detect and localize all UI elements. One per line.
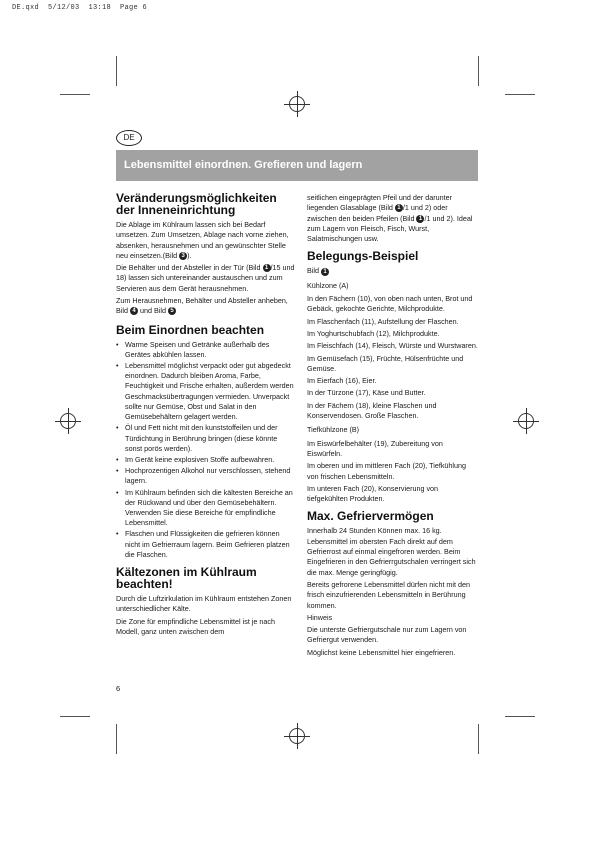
paragraph: Im unteren Fach (20), Konservierung von tiefgekühlten Produkten.	[307, 483, 439, 504]
heading-einordnen: Beim Einordnen beachten	[116, 322, 265, 337]
paragraph: In den Fächern (10), von oben nach unten, Brot und Gebäck, gekochte Gerichte, Milchprodukte.	[307, 294, 473, 314]
paragraph	[116, 220, 296, 261]
figure-ref-icon: 1	[263, 264, 271, 272]
crop-mark	[60, 716, 90, 717]
list-item: • Öl und Fett nicht mit den kunststoffeilen und der Türdichtung in Berührung bringen (diese könnte sonst porös werden).	[116, 423, 296, 454]
section-banner	[116, 150, 478, 181]
text: /1 und 2) oder zwischen den beiden Pfeilen (Bild	[307, 203, 448, 223]
list-item: • Lebensmittel möglichst verpackt oder gut abgedeckt einordnen. Dadurch bleiben Aroma, Farbe, Feuchtigkeit und Frische erhalten, außerdem werden Geschmacksübertragungen vermieden. Unverpackt sollte nur Gemüse, Obst und Salat in den Gemüsebehältern gelagert werden.	[116, 361, 296, 422]
text: ).	[187, 250, 192, 260]
figure-ref-icon: 5	[168, 307, 176, 315]
text: und Bild	[140, 306, 166, 316]
paragraph: Im Flaschenfach (11), Aufstellung der Flaschen.	[307, 316, 459, 326]
language-badge: DE	[116, 130, 142, 146]
figure-ref-icon: 4	[130, 307, 138, 315]
figure-ref-icon: 1	[395, 204, 403, 212]
print-slug: DE.qxd 5/12/03 13:18 Page 6	[12, 4, 148, 12]
text: seitlichen eingeprägten Pfeil und der darunter liegenden Glasablage (Bild	[307, 193, 453, 213]
registration-mark	[518, 413, 534, 429]
registration-mark	[289, 728, 305, 744]
paragraph	[307, 193, 479, 244]
paragraph: Im Eierfach (16), Eier.	[307, 376, 377, 386]
bullet-list	[116, 340, 296, 560]
text: Zum Herausnehmen, Behälter und Absteller anheben, Bild	[116, 296, 288, 316]
list-item: • Hochprozentigen Alkohol nur verschlossen, stehend lagern.	[116, 466, 296, 486]
heading-gefriervermoegen: Max. Gefriervermögen	[307, 509, 434, 524]
paragraph: Im Fleischfach (14), Fleisch, Würste und Wurstwaren.	[307, 341, 478, 351]
text: Die Behälter und der Absteller in der Tür (Bild	[116, 263, 261, 273]
list-item: • Im Kühlraum befinden sich die kältesten Bereiche an der Rückwand und über den Gemüsebehältern. Verwenden Sie diese Bereiche für empfindliche Lebensmittel.	[116, 488, 296, 529]
heading-inneneinrichtung: Veränderungsmöglichkeiten der Inneneinrichtung	[116, 191, 277, 217]
text: /1 und 2). Ideal zum Lagern von Fleisch, Fisch, Wurst, Salatmischungen usw.	[307, 213, 473, 244]
registration-mark	[289, 96, 305, 112]
figure-ref-icon: 3	[179, 252, 187, 260]
paragraph: Die unterste Gefriergutschale nur zum Lagern von Gefriergut verwenden.	[307, 625, 467, 645]
banner-title: Lebensmittel einordnen. Grefieren und lagern	[124, 159, 363, 171]
crop-mark	[60, 94, 90, 95]
right-column	[307, 193, 479, 660]
paragraph: Möglichst keine Lebensmittel hier eingefrieren.	[307, 647, 456, 657]
list-item: • Im Gerät keine explosiven Stoffe aufbewahren.	[116, 455, 296, 465]
paragraph: Innerhalb 24 Stunden Können max. 16 kg. Lebensmittel im obersten Fach direkt auf dem Gefrierrost auf einmal eingefroren werden. Beim Eingefrieren in den Gefrierrgutschalen verringert sich die max. Menge geringfügig.	[307, 526, 476, 577]
paragraph: Im Yoghurtschubfach (12), Milchprodukte.	[307, 328, 440, 338]
paragraph: In der Fächern (18), kleine Flaschen und Konservendosen. Große Flaschen.	[307, 400, 437, 421]
paragraph: Im Eiswürfelbehälter (19), Zubereitung von Eiswürfeln.	[307, 438, 443, 458]
text: Bild	[307, 266, 319, 276]
hinweis-label: Hinweis	[307, 612, 333, 622]
heading-kaeltezonen: Kältezonen im Kühlraum beachten!	[116, 564, 257, 591]
figure-label	[307, 266, 479, 276]
paragraph: Durch die Luftzirkulation im Kühlraum entstehen Zonen unterschiedlicher Kälte.	[116, 593, 292, 614]
crop-mark	[505, 716, 535, 717]
zone-label-b: Tiefkühlzone (B)	[307, 425, 360, 435]
crop-mark	[478, 56, 479, 86]
paragraph: Im oberen und im mittleren Fach (20), Tiefkühlung von frischen Lebensmitteln.	[307, 461, 466, 481]
registration-mark	[60, 413, 76, 429]
text: /15 und 18) lassen sich untereinander austauschen und zum Servieren aus dem Gerät herausnehmen.	[116, 263, 295, 293]
crop-mark	[505, 94, 535, 95]
paragraph	[116, 296, 296, 317]
page-number: 6	[116, 684, 121, 693]
left-column	[116, 192, 296, 639]
crop-mark	[116, 724, 117, 754]
list-item: • Flaschen und Flüssigkeiten die gefrieren können nicht im Gefrierraum lagern. Beim Gefrieren platzen die Flaschen.	[116, 529, 296, 560]
crop-mark	[478, 724, 479, 754]
paragraph: Die Zone für empfindliche Lebensmittel ist je nach Modell, ganz unten zwischen dem	[116, 616, 276, 636]
zone-label-a: Kühlzone (A)	[307, 280, 349, 290]
paragraph	[116, 263, 296, 294]
figure-ref-icon: 1	[321, 268, 329, 276]
paragraph: Bereits gefrorene Lebensmittel dürfen nicht mit den frisch einzufrierenden Lebensmitteln in Berührung kommen.	[307, 579, 471, 610]
heading-belegung: Belegungs-Beispiel	[307, 249, 419, 264]
crop-mark	[116, 56, 117, 86]
paragraph: Im Gemüsefach (15), Früchte, Hülsenfrüchte und Gemüse.	[307, 353, 464, 373]
list-item: • Warme Speisen und Getränke außerhalb des Gerätes abkühlen lassen.	[116, 340, 296, 360]
text: Die Ablage im Kühlraum lassen sich bei Bedarf umsetzen. Zum Umsetzen, Ablage nach vorne ziehen, absenken, herausnehmen und an gewünschter Stelle neu einsetzen.(Bild	[116, 220, 289, 260]
paragraph: In der Türzone (17), Käse und Butter.	[307, 388, 426, 398]
figure-ref-icon: 1	[416, 215, 424, 223]
